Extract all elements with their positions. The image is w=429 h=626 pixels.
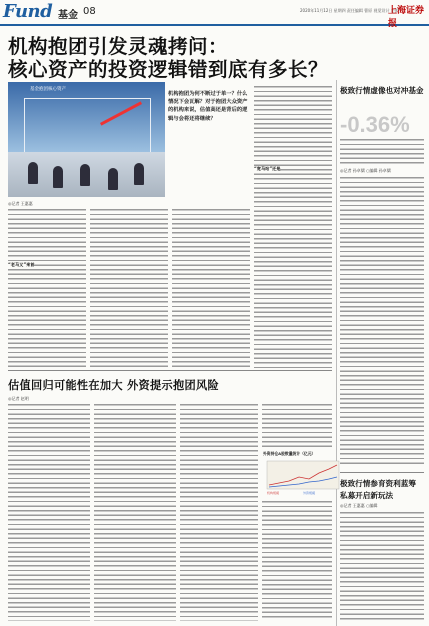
sidebar-title: 极致行情虚像也对冲基金 — [340, 86, 424, 95]
pull-quote: 机构抱团为何不断过于单一？什么情况下会瓦解？对于抱团大众资产的机构来说，估值高还是背后的逻辑与会将还将继续？ — [168, 91, 248, 122]
dateline: 2020年11月12日 星期四 责任编辑 曹原 视觉设计 毛明 — [300, 8, 399, 13]
section-name: 基金 — [58, 10, 78, 21]
second-byline: ◎记者 赵明 — [8, 396, 29, 401]
photo-caption: 基金抱团核心资产 — [30, 87, 66, 92]
chart-title: 外资持仓A股数量统计（亿元） — [263, 451, 316, 456]
chart-legend-item: 外资规模 — [303, 491, 316, 495]
chart-legend-item: 机构规模 — [267, 491, 280, 495]
subhead: “宽马站”还是 — [254, 166, 281, 171]
photo-figure — [28, 162, 38, 184]
chart-plot — [263, 457, 341, 493]
sidebar-title: 极致行情参育资利蓝筹 — [340, 479, 416, 488]
main-photo — [8, 82, 165, 197]
divider — [340, 472, 424, 473]
body-column — [340, 138, 424, 166]
paper-name: 上海证券报 — [388, 6, 425, 29]
main-byline: ◎记者 王惠惠 — [8, 201, 33, 206]
body-column — [8, 208, 86, 368]
sidebar-byline: ◎记者 王惠惠 ○编辑 — [340, 503, 378, 508]
photo-figure — [53, 166, 63, 188]
photo-figure — [108, 168, 118, 190]
body-column — [340, 176, 424, 466]
sidebar-big-number: -0.36% — [340, 112, 410, 137]
masthead — [0, 0, 429, 29]
body-column — [180, 403, 258, 621]
chart-box — [263, 451, 341, 495]
column-rule — [336, 80, 337, 626]
second-headline: 估值回归可能性在加大 外资提示抱团风险 — [8, 379, 219, 392]
body-column — [8, 403, 90, 621]
body-column — [94, 403, 176, 621]
body-column — [340, 511, 424, 621]
divider — [8, 370, 332, 371]
page-number: 08 — [83, 6, 96, 17]
sidebar-byline: ◎记者 孙卓儒 ○编辑 孙卓儒 — [340, 168, 391, 173]
fund-logo: Fund — [3, 1, 53, 22]
body-column — [262, 403, 332, 447]
body-column — [262, 500, 332, 621]
main-headline-line2: 核心资产的投资逻辑错到底有多长？ — [8, 58, 329, 81]
sidebar-title: 私募开启新玩法 — [340, 491, 394, 500]
photo-figure — [134, 163, 144, 185]
body-column — [90, 208, 168, 368]
body-column — [254, 85, 332, 368]
body-column — [172, 208, 250, 368]
subhead: “老马又”来首 — [8, 262, 35, 267]
main-headline-line1: 机构抱团引发灵魂拷问： — [8, 35, 229, 58]
photo-figure — [80, 164, 90, 186]
